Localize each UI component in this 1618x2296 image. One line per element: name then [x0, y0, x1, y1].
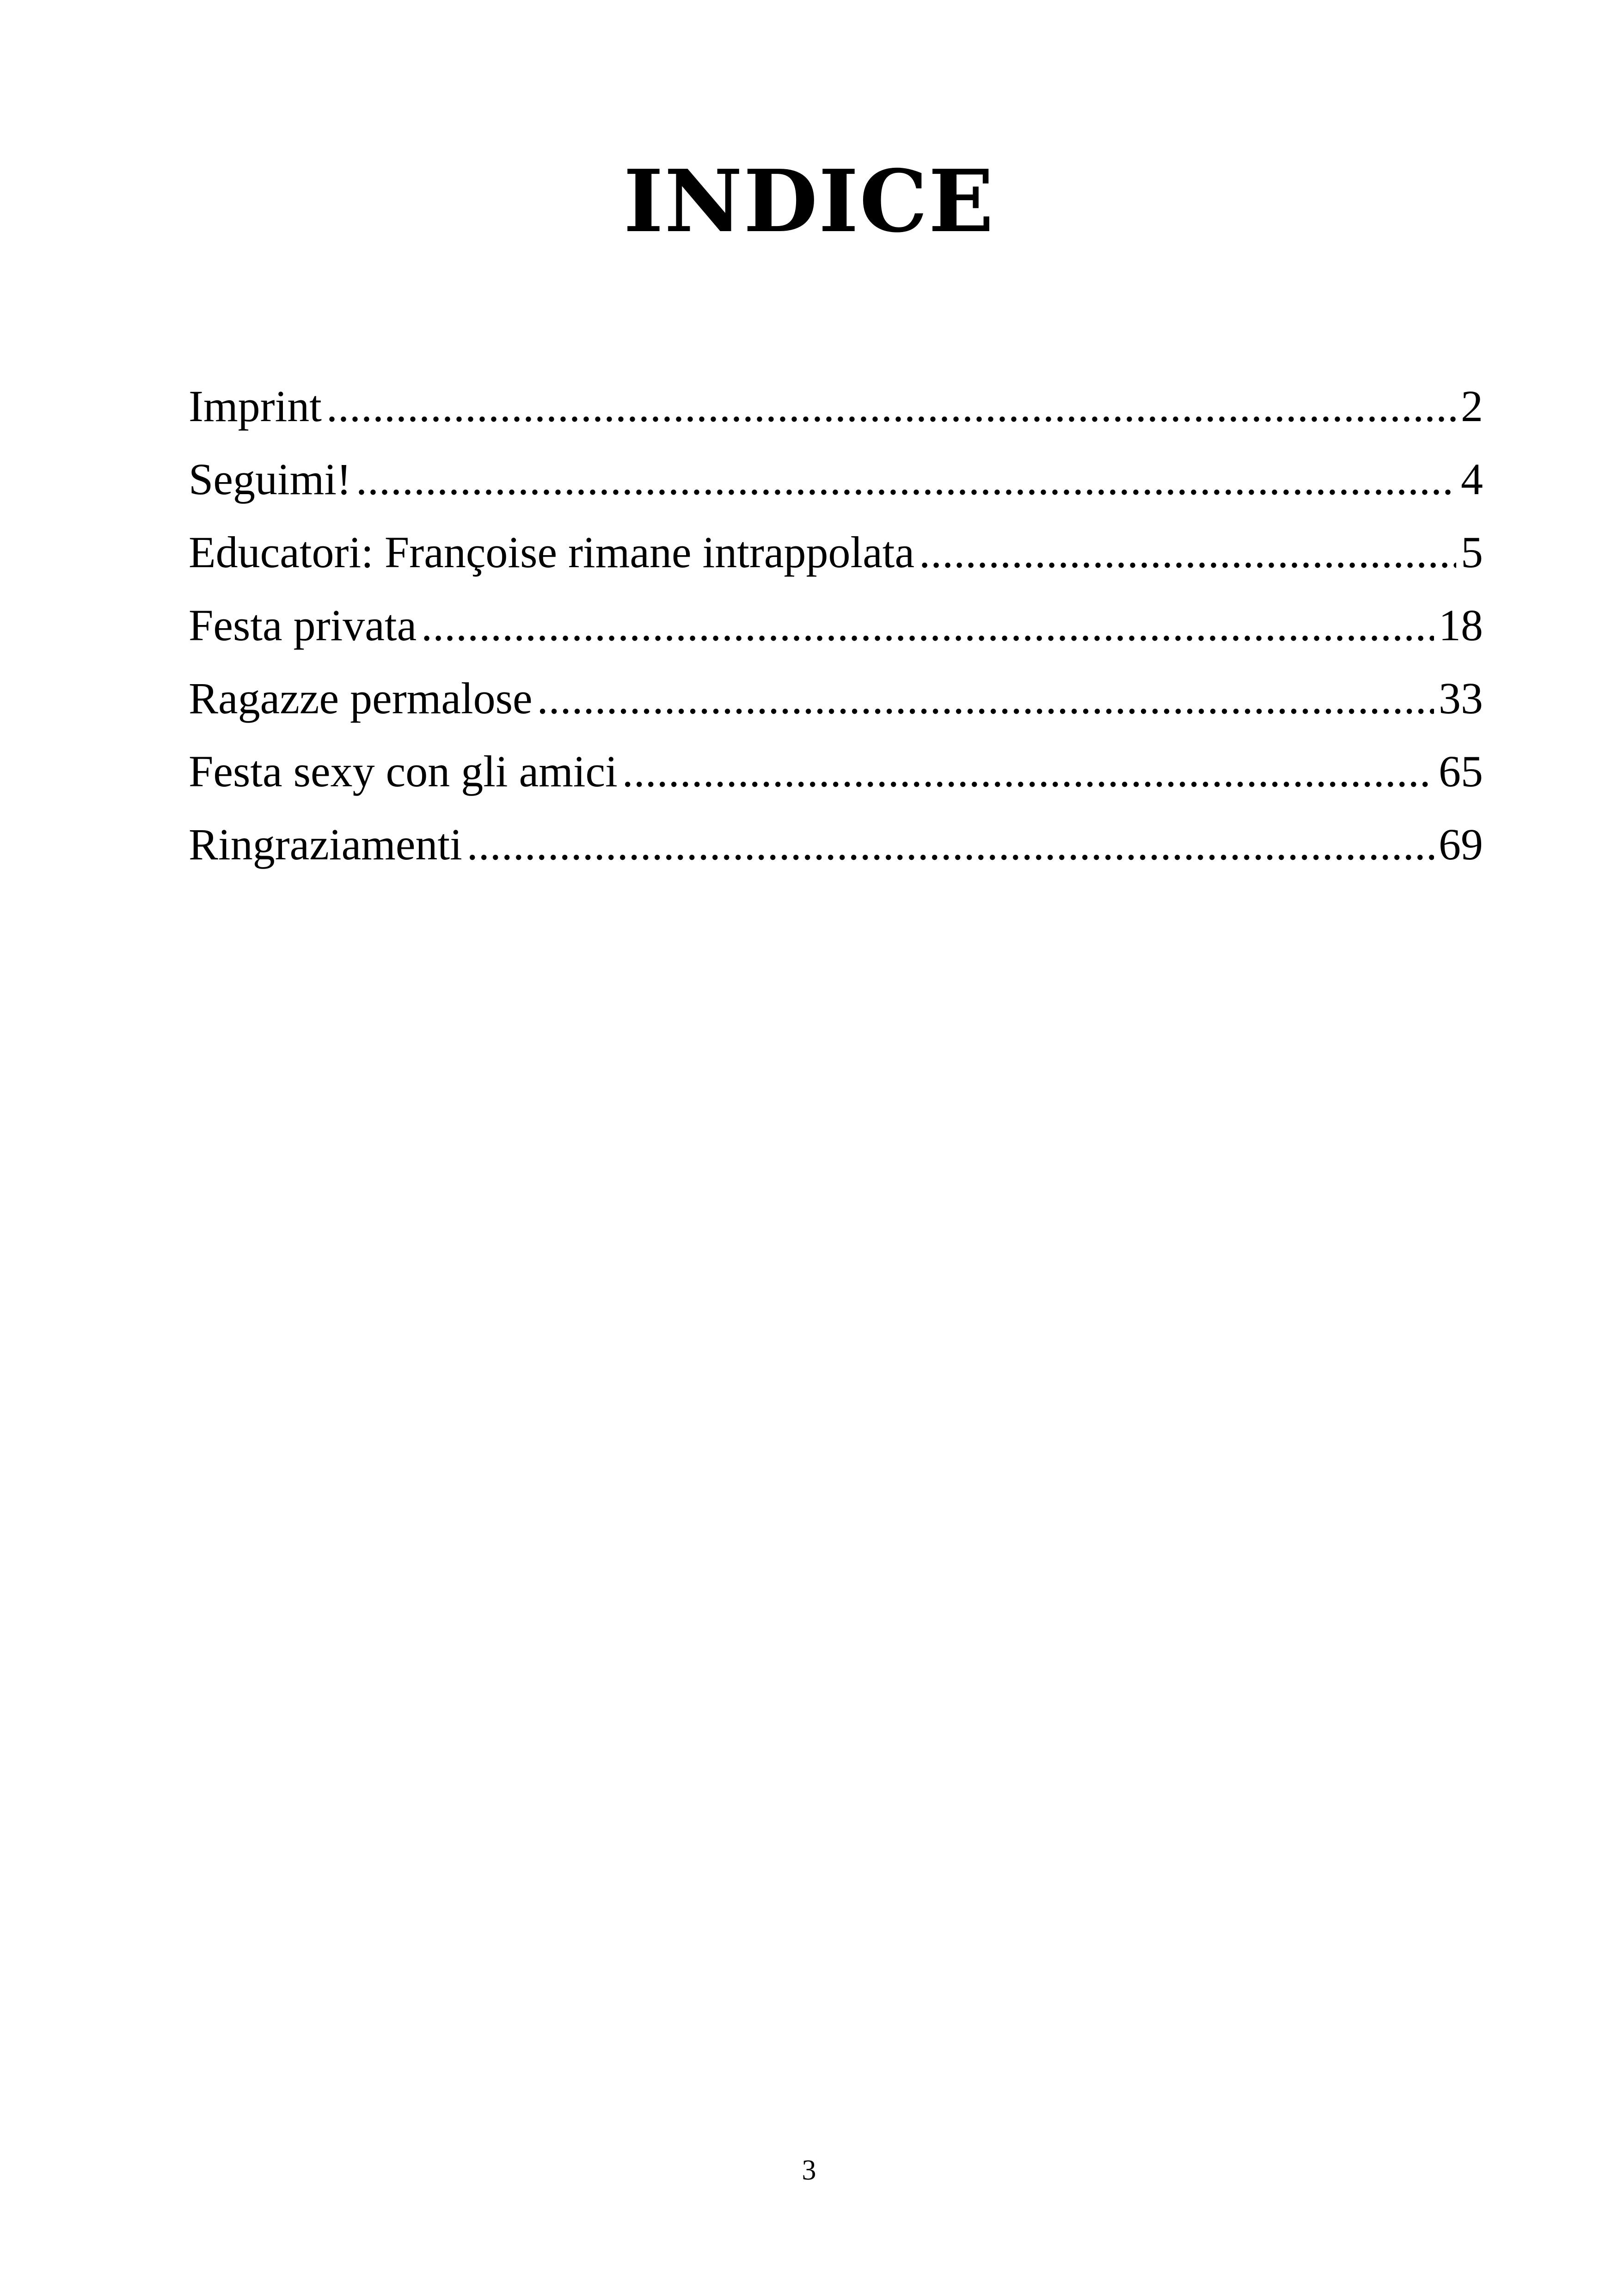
toc-entry-page: 4 — [1461, 454, 1483, 504]
toc-dot-leader — [467, 808, 1434, 881]
toc-entry-ringraziamenti[interactable] — [189, 808, 1483, 881]
toc-dot-leader — [622, 735, 1434, 808]
toc-entry-festa-privata[interactable] — [189, 589, 1483, 662]
toc-dot-leader — [919, 516, 1456, 589]
toc-dot-leader — [326, 370, 1456, 443]
toc-dot-leader — [356, 443, 1456, 516]
toc-entry-seguimi[interactable] — [189, 443, 1483, 516]
toc-entry-title: Festa privata — [189, 600, 417, 650]
page-title: INDICE — [623, 151, 995, 251]
toc-entry-title: Festa sexy con gli amici — [189, 747, 618, 796]
toc-entry-educatori[interactable] — [189, 516, 1483, 589]
toc-entry-page: 5 — [1461, 527, 1483, 577]
table-of-contents — [189, 370, 1483, 881]
toc-entry-page: 69 — [1439, 820, 1483, 869]
toc-entry-title: Ragazze permalose — [189, 673, 533, 723]
toc-entry-title: Seguimi! — [189, 454, 351, 504]
toc-entry-title: Ringraziamenti — [189, 820, 462, 869]
toc-entry-page: 18 — [1439, 600, 1483, 650]
toc-entry-title: Imprint — [189, 381, 322, 431]
toc-entry-ragazze-permalose[interactable] — [189, 662, 1483, 735]
toc-entry-page: 65 — [1439, 747, 1483, 796]
page-number: 3 — [802, 2155, 816, 2186]
toc-entry-title: Educatori: Françoise rimane intrappolata — [189, 527, 915, 577]
toc-entry-festa-sexy[interactable] — [189, 735, 1483, 808]
toc-dot-leader — [421, 589, 1434, 662]
toc-entry-page: 2 — [1461, 381, 1483, 431]
toc-entry-imprint[interactable] — [189, 370, 1483, 443]
toc-dot-leader — [537, 662, 1434, 735]
toc-entry-page: 33 — [1439, 673, 1483, 723]
